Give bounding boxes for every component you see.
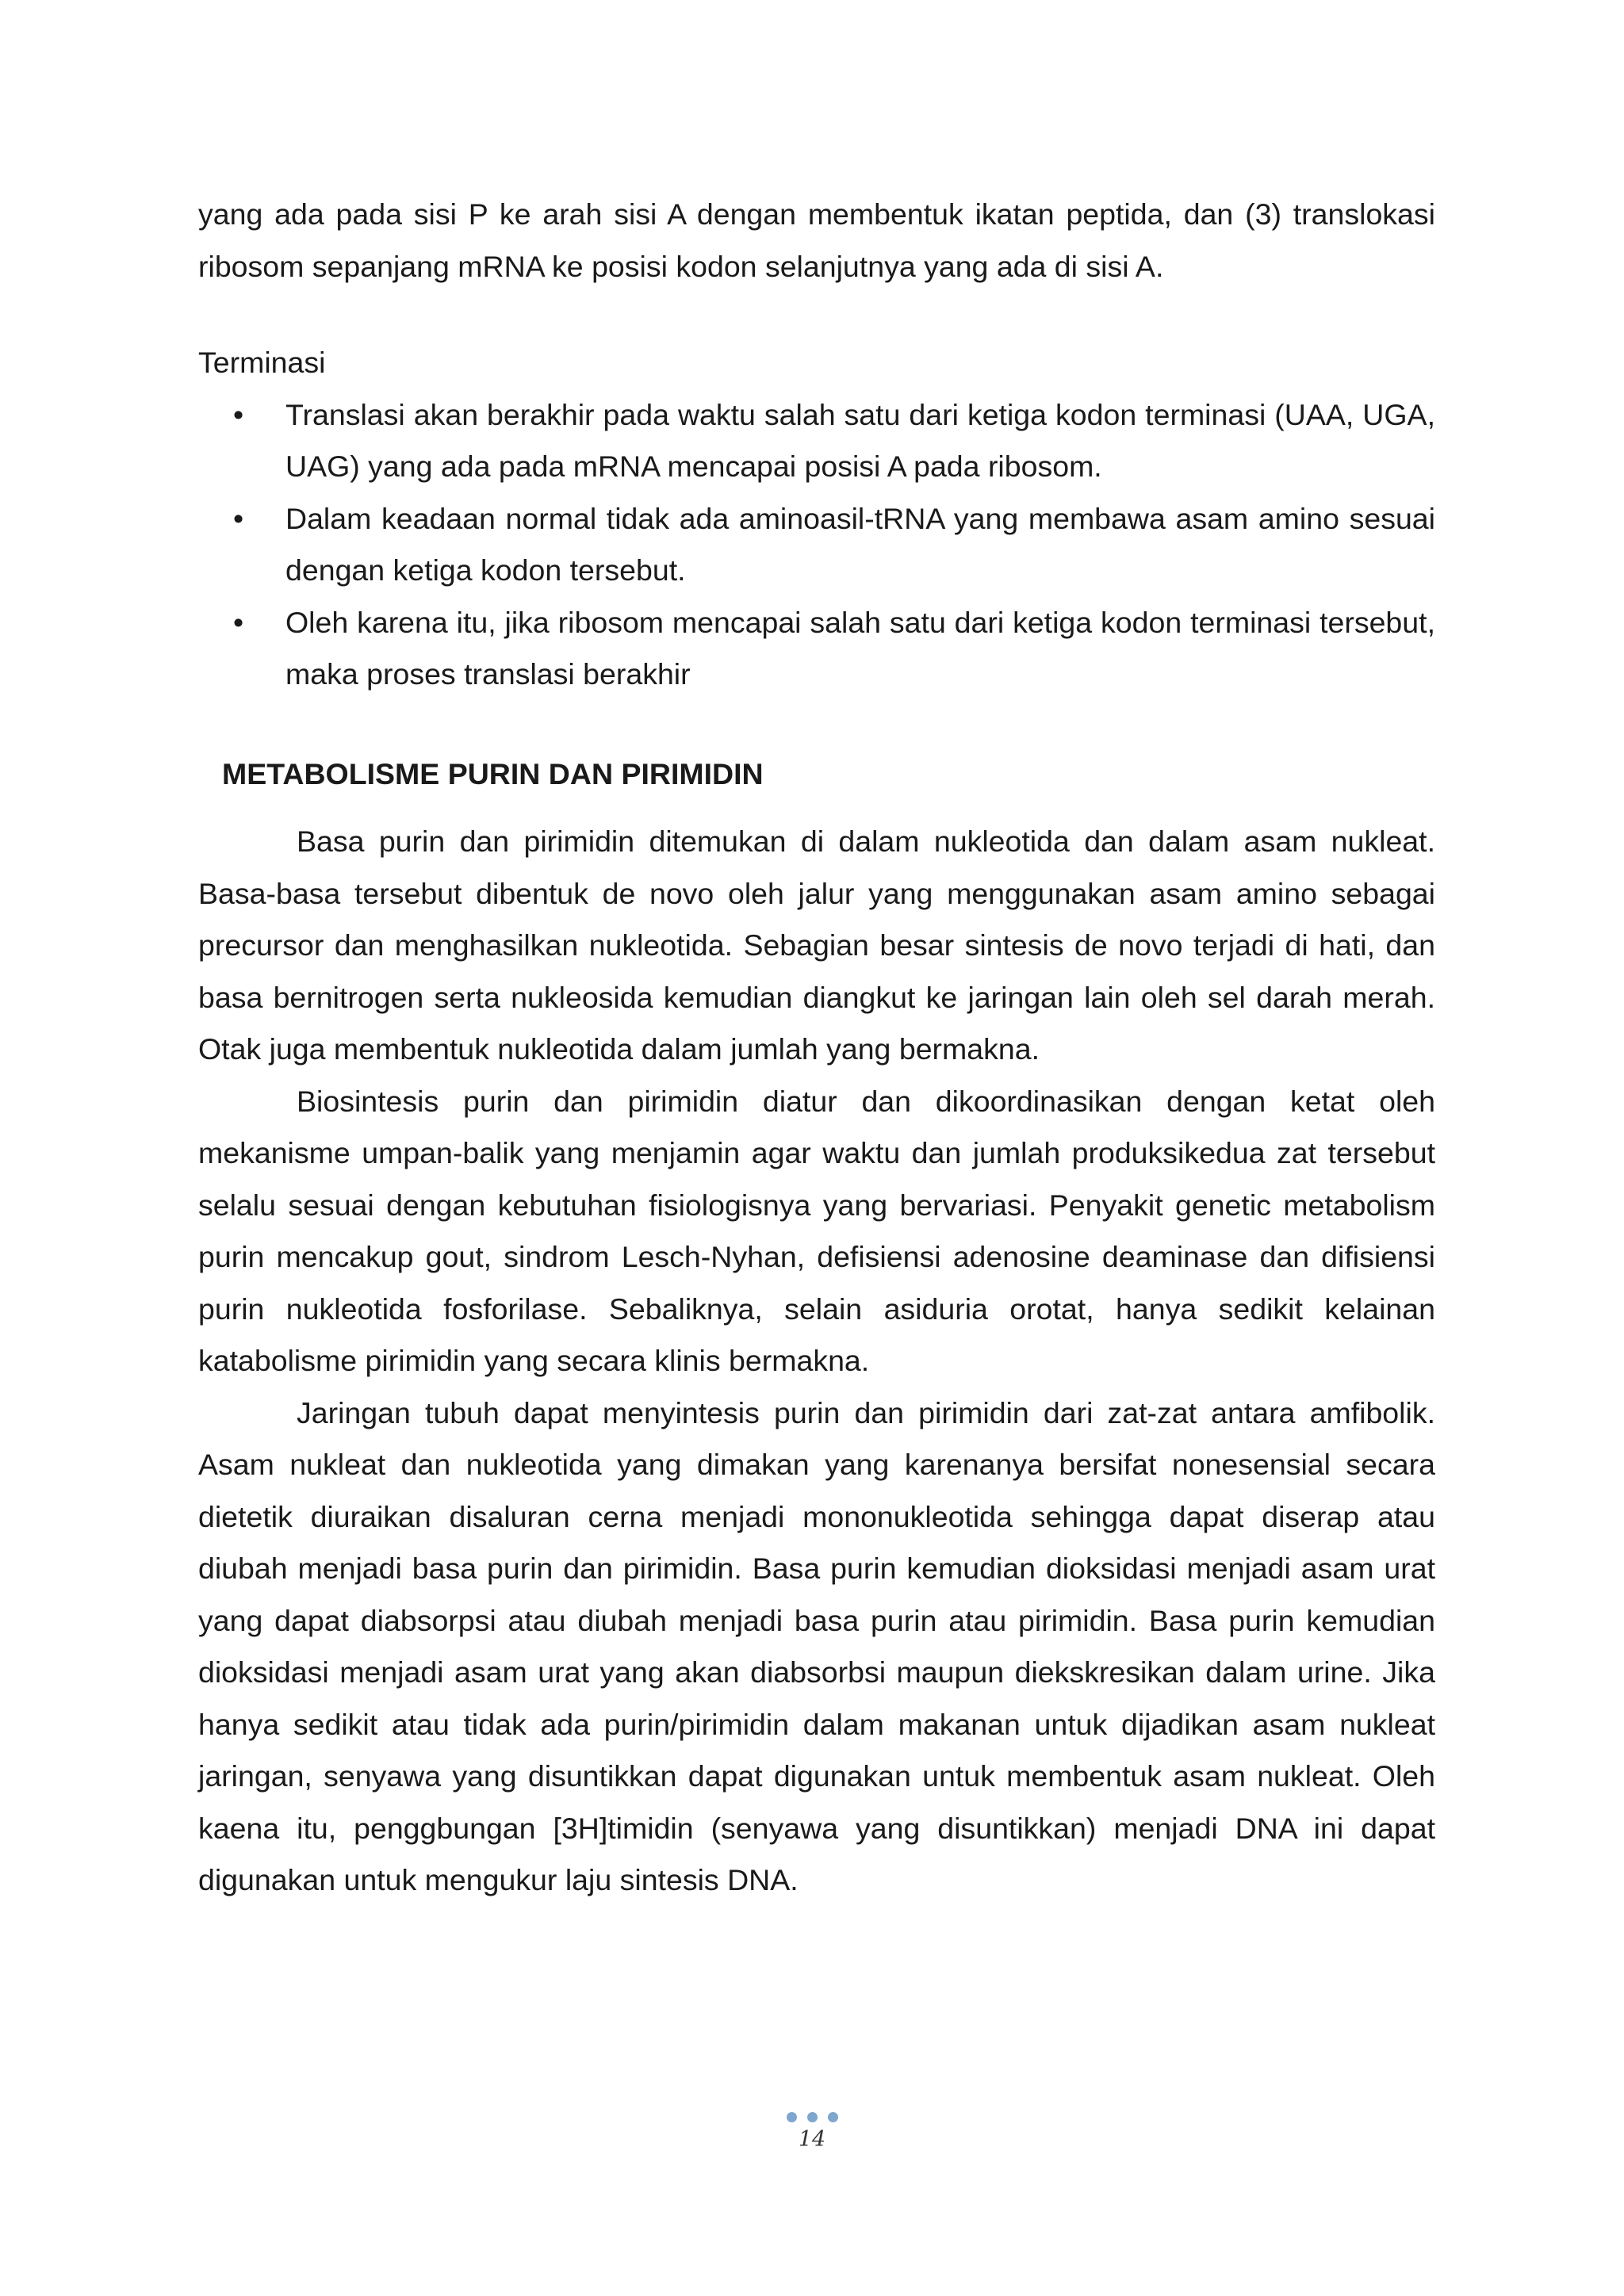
list-item (198, 389, 1435, 493)
paragraph: Jaringan tubuh dapat menyintesis purin dan pirimidin dari zat-zat antara amfibolik. Asam nukleat dan nukleotida yang dimakan yang karenanya bersifat nonesensial secara dietetik diuraikan disaluran cerna menjadi mononukleotida sehingga dapat diserap atau diubah menjadi basa purin dan pirimidin. Basa purin kemudian dioksidasi menjadi asam urat yang dapat diabsorpsi atau diubah menjadi basa purin atau pirimidin. Basa purin kemudian dioksidasi menjadi asam urat yang akan diabsorbsi maupun diekskresikan dalam urine. Jika hanya sedikit atau tidak ada purin/pirimidin dalam makanan untuk dijadikan asam nukleat jaringan, senyawa yang disuntikkan dapat digunakan untuk membentuk asam nukleat. Oleh kaena itu, penggbungan [3H]timidin (senyawa yang disuntikkan) menjadi DNA ini dapat digunakan untuk mengukur laju sintesis DNA. (198, 1395, 1435, 1896)
bullet-icon: • (233, 605, 244, 639)
page-footer (0, 2112, 1624, 2152)
document-page (198, 189, 1435, 1907)
intro-line-2: ribosom sepanjang mRNA ke posisi kodon selanjutnya yang ada di sisi A. (198, 249, 1164, 283)
list-item-text: Dalam keadaan normal tidak ada aminoasil-tRNA yang membawa asam amino sesuai dengan ketiga kodon tersebut. (285, 501, 1435, 587)
decorative-dots-icon (787, 2112, 838, 2122)
page-number: 14 (798, 2127, 826, 2152)
list-item (198, 493, 1435, 597)
terminasi-label: Terminasi (198, 346, 326, 379)
intro-line-1: yang ada pada sisi P ke arah sisi A dengan membentuk ikatan peptida, dan (3) translokasi (198, 197, 1435, 231)
paragraph: Basa purin dan pirimidin ditemukan di dalam nukleotida dan dalam asam nukleat. Basa-basa tersebut dibentuk de novo oleh jalur yang menggunakan asam amino sebagai precursor dan menghasilkan nukleotida. Sebagian besar sintesis de novo terjadi di hati, dan basa bernitrogen serta nukleosida kemudian diangkut ke jaringan lain oleh sel darah merah. Otak juga membentuk nukleotida dalam jumlah yang bermakna. (198, 825, 1435, 1066)
list-item-text: Oleh karena itu, jika ribosom mencapai salah satu dari ketiga kodon terminasi tersebut, maka proses translasi berakhir (285, 605, 1435, 691)
paragraph: Biosintesis purin dan pirimidin diatur dan dikoordinasikan dengan ketat oleh mekanisme umpan-balik yang menjamin agar waktu dan jumlah produksikedua zat tersebut selalu sesuai dengan kebutuhan fisiologisnya yang bervariasi. Penyakit genetic metabolism purin mencakup gout, sindrom Lesch-Nyhan, defisiensi adenosine deaminase dan difisiensi purin nukleotida fosforilase. Sebaliknya, selain asiduria orotat, hanya sedikit kelainan katabolisme pirimidin yang secara klinis bermakna. (198, 1084, 1435, 1377)
list-item (198, 597, 1435, 701)
bullet-icon: • (233, 501, 244, 535)
terminasi-list (198, 389, 1435, 701)
list-item-text: Translasi akan berakhir pada waktu salah satu dari ketiga kodon terminasi (UAA, UGA, UAG) yang ada pada mRNA mencapai posisi A pada ribosom. (285, 397, 1435, 483)
section-heading: METABOLISME PURIN DAN PIRIMIDIN (222, 756, 764, 790)
bullet-icon: • (233, 397, 244, 431)
